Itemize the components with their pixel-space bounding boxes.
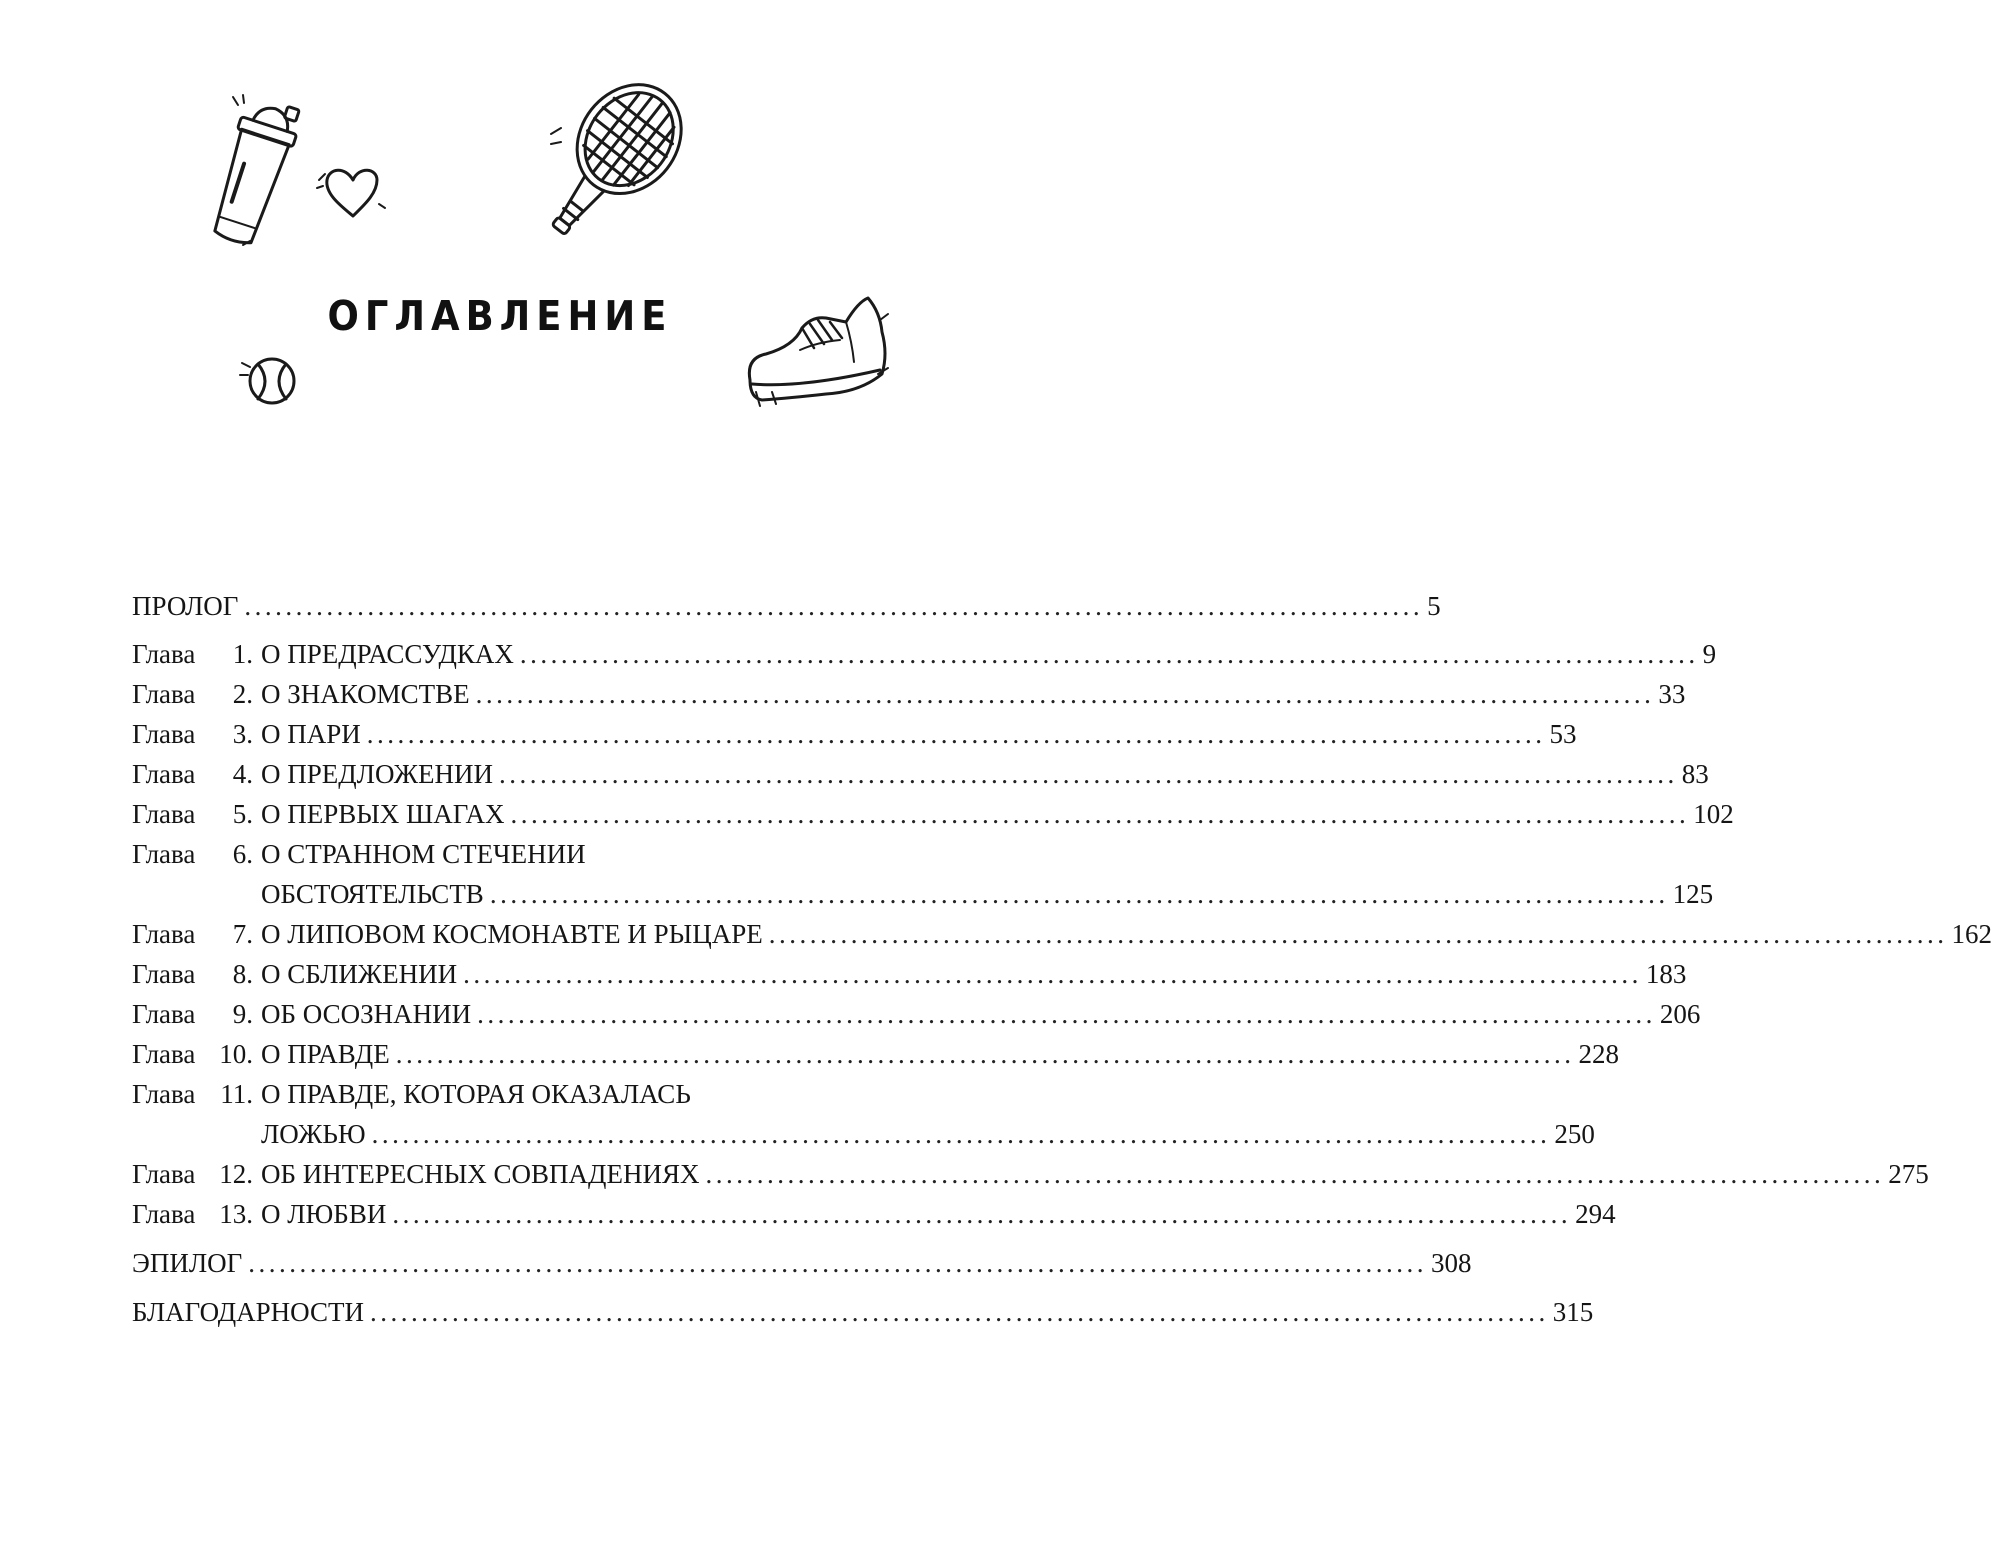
toc-entry-chapter-13[interactable]: [132, 1194, 1616, 1234]
chapter-number: 7.: [232, 919, 253, 949]
entry-title: О ЛИПОВОМ КОСМОНАВТЕ И РЫЦАРЕ: [261, 919, 763, 949]
toc-entry-chapter-1[interactable]: [132, 634, 1717, 674]
chapter-number: 2.: [232, 679, 253, 709]
entry-title: О ПРЕДРАССУДКАХ: [261, 639, 514, 669]
chapter-label: Глава: [132, 799, 196, 829]
heart-icon: [313, 158, 393, 223]
chapter-number: 4.: [232, 759, 253, 789]
dot-leader: ...................................................................................................................: [371, 1119, 1551, 1149]
chapter-label: Глава: [132, 919, 196, 949]
dot-leader: ...................................................................................................................: [475, 679, 1655, 709]
toc-entry-prologue[interactable]: [132, 586, 1441, 626]
toc-entry-chapter-11[interactable]: [132, 1074, 890, 1114]
entry-title: БЛАГОДАРНОСТИ: [132, 1297, 364, 1327]
entry-title: О СБЛИЖЕНИИ: [261, 959, 458, 989]
chapter-number: 12.: [219, 1159, 253, 1189]
shaker-bottle-icon: [188, 95, 323, 255]
page-number: 83: [1681, 759, 1709, 789]
page-number: 102: [1693, 799, 1734, 829]
page-number: 5: [1427, 591, 1441, 621]
dot-leader: ...................................................................................................................: [463, 959, 1642, 989]
chapter-number: 1.: [232, 639, 253, 669]
page-number: 228: [1578, 1039, 1619, 1069]
page-number: 33: [1658, 679, 1686, 709]
entry-title: ОБ ОСОЗНАНИИ: [261, 999, 472, 1029]
page-number: 125: [1672, 879, 1714, 909]
toc-entry-chapter-9[interactable]: [132, 994, 1701, 1034]
dot-leader: ...................................................................................................................: [705, 1159, 1885, 1189]
toc-entry-chapter-10[interactable]: [132, 1034, 1619, 1074]
dot-leader: ...................................................................................................................: [477, 999, 1656, 1029]
dot-leader: ...................................................................................................................: [768, 919, 1948, 949]
page-number: 250: [1554, 1119, 1595, 1149]
chapter-label: Глава: [132, 679, 196, 709]
tennis-ball-icon: [232, 345, 312, 415]
page-number: 9: [1702, 639, 1717, 669]
dot-leader: ...................................................................................................................: [489, 879, 1669, 909]
dot-leader: ...................................................................................................................: [519, 639, 1699, 669]
entry-title: ОБ ИНТЕРЕСНЫХ СОВПАДЕНИЯХ: [261, 1159, 700, 1189]
toc-entry-epilogue[interactable]: [132, 1243, 1472, 1283]
entry-title: ЭПИЛОГ: [132, 1248, 243, 1278]
toc-entry-chapter-2[interactable]: [132, 674, 1686, 714]
toc-entry-chapter-11-continued[interactable]: [132, 1114, 1595, 1154]
page-number: 206: [1659, 999, 1701, 1029]
entry-title-continued: ЛОЖЬЮ: [261, 1119, 366, 1149]
toc-entry-chapter-5[interactable]: [132, 794, 1734, 834]
page-number: 183: [1645, 959, 1687, 989]
chapter-label: Глава: [132, 719, 196, 749]
chapter-number: 6.: [232, 839, 253, 869]
entry-title: О ПАРИ: [261, 719, 361, 749]
chapter-number: 11.: [220, 1079, 253, 1109]
tennis-racket-icon: [543, 72, 763, 272]
entry-title: О ПРАВДЕ: [261, 1039, 390, 1069]
entry-title: О ПРЕДЛОЖЕНИИ: [261, 759, 493, 789]
toc-entry-chapter-4[interactable]: [132, 754, 1709, 794]
entry-title: О СТРАННОМ СТЕЧЕНИИ: [261, 839, 586, 869]
page-number: 315: [1552, 1297, 1594, 1327]
toc-entry-chapter-3[interactable]: [132, 714, 1577, 754]
chapter-label: Глава: [132, 1039, 196, 1069]
chapter-label: Глава: [132, 1199, 196, 1229]
chapter-label: Глава: [132, 1159, 196, 1189]
dot-leader: ...................................................................................................................: [499, 759, 1678, 789]
table-of-contents: [132, 586, 1992, 1332]
page-number: 294: [1575, 1199, 1616, 1229]
chapter-number: 10.: [219, 1039, 253, 1069]
chapter-number: 8.: [232, 959, 253, 989]
dot-leader: ...................................................................................................................: [395, 1039, 1575, 1069]
chapter-number: 9.: [232, 999, 253, 1029]
chapter-number: 3.: [232, 719, 253, 749]
chapter-label: Глава: [132, 839, 196, 869]
entry-title-continued: ОБСТОЯТЕЛЬСТВ: [261, 879, 484, 909]
chapter-label: Глава: [132, 999, 196, 1029]
toc-entry-chapter-8[interactable]: [132, 954, 1687, 994]
chapter-number: 13.: [219, 1199, 253, 1229]
entry-title: ПРОЛОГ: [132, 591, 239, 621]
chapter-label: Глава: [132, 959, 196, 989]
dot-leader: ...................................................................................................................: [510, 799, 1690, 829]
dot-leader: ...................................................................................................................: [370, 1297, 1549, 1327]
toc-entry-chapter-12[interactable]: [132, 1154, 1929, 1194]
dot-leader: ...................................................................................................................: [244, 591, 1424, 621]
toc-entry-acknowledgements[interactable]: [132, 1292, 1594, 1332]
chapter-label: Глава: [132, 759, 196, 789]
chapter-label: Глава: [132, 639, 196, 669]
entry-title: О ЛЮБВИ: [261, 1199, 387, 1229]
toc-entry-chapter-7[interactable]: [132, 914, 1992, 954]
page-number: 162: [1951, 919, 1992, 949]
entry-title: О ПЕРВЫХ ШАГАХ: [261, 799, 505, 829]
toc-heading: ОГЛАВЛЕНИЕ: [327, 292, 673, 340]
page-number: 308: [1431, 1248, 1472, 1278]
chapter-number: 5.: [232, 799, 253, 829]
dot-leader: ...................................................................................................................: [392, 1199, 1572, 1229]
toc-entry-chapter-6-continued[interactable]: [132, 874, 1714, 914]
page-number: 275: [1888, 1159, 1929, 1189]
dot-leader: ...................................................................................................................: [366, 719, 1546, 749]
toc-entry-chapter-6[interactable]: [132, 834, 890, 874]
page-number: 53: [1549, 719, 1577, 749]
dot-leader: ...................................................................................................................: [248, 1248, 1427, 1278]
entry-title: О ПРАВДЕ, КОТОРАЯ ОКАЗАЛАСЬ: [261, 1079, 691, 1109]
chapter-label: Глава: [132, 1079, 196, 1109]
entry-title: О ЗНАКОМСТВЕ: [261, 679, 470, 709]
